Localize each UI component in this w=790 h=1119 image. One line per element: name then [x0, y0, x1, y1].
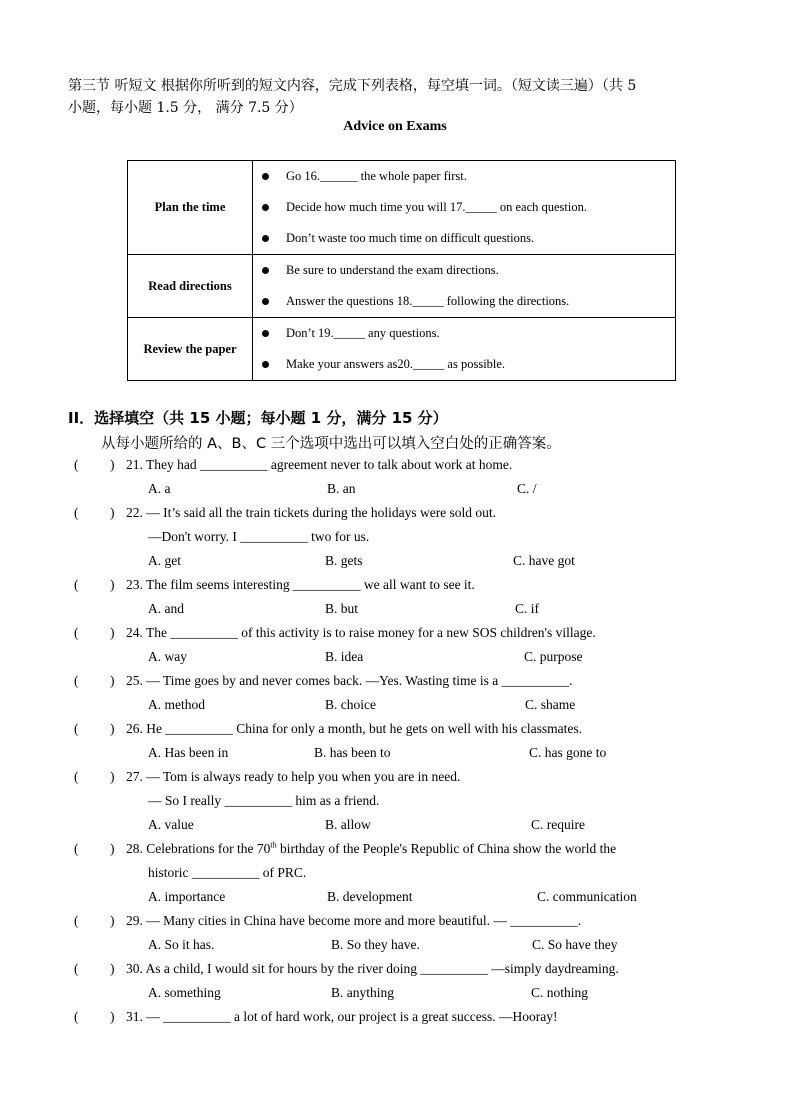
option-b: B. has been to	[314, 745, 391, 760]
question-line2-text: historic __________ of PRC.	[148, 865, 307, 880]
answer-paren-right: )	[110, 841, 115, 856]
items-cell	[253, 318, 676, 381]
question-31	[0, 1009, 790, 1033]
answer-paren-right: )	[110, 769, 115, 784]
answer-paren-right: )	[110, 961, 115, 976]
answer-paren-right: )	[110, 913, 115, 928]
list-item	[253, 223, 675, 254]
question-stem: 23. The film seems interesting __________ we all want to see it.	[126, 577, 475, 592]
answer-paren-right: )	[110, 505, 115, 520]
option-c: C. nothing	[531, 985, 589, 1000]
item-text: Don’t waste too much time on difficult questions.	[286, 231, 535, 245]
answer-paren-left: (	[74, 577, 79, 592]
item-text: Make your answers as20._____ as possible.	[286, 357, 506, 371]
part2-instruction: 从每小题所给的 A、B、C 三个选项中选出可以填入空白处的正确答案。	[101, 436, 561, 452]
option-b: B. So they have.	[331, 937, 420, 952]
answer-paren-left: (	[74, 841, 79, 856]
option-b: B. but	[325, 601, 359, 616]
question-stem: 25. — Time goes by and never comes back. —Yes. Wasting time is a __________.	[126, 673, 573, 688]
option-c: C. purpose	[524, 649, 583, 664]
option-c: C. require	[531, 817, 585, 832]
question-21	[0, 457, 790, 481]
question-24	[0, 625, 790, 649]
option-c: C. have got	[513, 553, 575, 568]
option-b: B. gets	[325, 553, 363, 568]
question-stem: 27. — Tom is always ready to help you when you are in need.	[126, 769, 461, 784]
answer-paren-right: )	[110, 625, 115, 640]
table-row	[128, 318, 676, 381]
question-23	[0, 577, 790, 601]
question-stem: 31. — __________ a lot of hard work, our project is a great success. —Hooray!	[126, 1009, 558, 1024]
answer-paren-left: (	[74, 1009, 79, 1024]
category-read: Read directions	[128, 255, 253, 318]
items-cell	[253, 255, 676, 318]
question-line2	[0, 793, 790, 817]
question-stem: 29. — Many cities in China have become more and more beautiful. — __________.	[126, 913, 582, 928]
question-line2-text: —Don't worry. I __________ two for us.	[148, 529, 370, 544]
list-item	[253, 286, 675, 317]
answer-paren-left: (	[74, 505, 79, 520]
option-c: C. if	[515, 601, 540, 616]
question-28	[0, 841, 790, 865]
answer-paren-right: )	[110, 673, 115, 688]
question-line2	[0, 865, 790, 889]
answer-paren-right: )	[110, 457, 115, 472]
answer-paren-left: (	[74, 769, 79, 784]
option-b: B. idea	[325, 649, 364, 664]
answer-paren-left: (	[74, 673, 79, 688]
item-text: Don’t 19._____ any questions.	[286, 326, 440, 340]
option-a: A. a	[148, 481, 171, 496]
option-a: A. method	[148, 697, 205, 712]
advice-table	[127, 160, 676, 381]
question-line2	[0, 529, 790, 553]
question-26	[0, 721, 790, 745]
bullet-icon	[262, 330, 269, 337]
option-b: B. development	[327, 889, 413, 904]
item-text: Go 16.______ the whole paper first.	[286, 169, 467, 183]
question-27	[0, 769, 790, 793]
list-item	[253, 318, 675, 349]
option-a: A. importance	[148, 889, 226, 904]
answer-paren-left: (	[74, 457, 79, 472]
item-text: Decide how much time you will 17._____ on each question.	[286, 200, 587, 214]
item-text: Be sure to understand the exam directions.	[286, 263, 499, 277]
advice-title: Advice on Exams	[343, 119, 447, 134]
option-a: A. way	[148, 649, 187, 664]
option-b: B. anything	[331, 985, 394, 1000]
question-stem: 30. As a child, I would sit for hours by the river doing __________ —simply daydreaming.	[126, 961, 619, 976]
question-stem-pre: 28. Celebrations for the 70	[126, 841, 271, 856]
question-22	[0, 505, 790, 529]
option-c: C. shame	[525, 697, 576, 712]
list-item	[253, 192, 675, 223]
answer-paren-left: (	[74, 721, 79, 736]
question-stem: 21. They had __________ agreement never to talk about work at home.	[126, 457, 513, 472]
bullet-icon	[262, 361, 269, 368]
list-item	[253, 349, 675, 380]
option-a: A. and	[148, 601, 184, 616]
question-stem	[126, 841, 616, 857]
question-line2-text: — So I really __________ him as a friend.	[148, 793, 380, 808]
option-a: A. something	[148, 985, 221, 1000]
option-a: A. So it has.	[148, 937, 215, 952]
option-c: C. /	[517, 481, 537, 496]
option-c: C. communication	[537, 889, 637, 904]
question-25	[0, 673, 790, 697]
items-cell	[253, 161, 676, 255]
option-c: C. So have they	[532, 937, 618, 952]
section3-line2: 小题，每小题 1.5 分， 满分 7.5 分）	[68, 100, 303, 116]
question-stem-post: birthday of the People's Republic of China show the world the	[276, 841, 617, 856]
option-a: A. value	[148, 817, 194, 832]
answer-paren-right: )	[110, 721, 115, 736]
part2-heading: II．选择填空（共 15 小题；每小题 1 分，满分 15 分）	[68, 409, 448, 427]
option-a: A. Has been in	[148, 745, 229, 760]
answer-paren-left: (	[74, 961, 79, 976]
option-c: C. has gone to	[529, 745, 607, 760]
category-plan: Plan the time	[128, 161, 253, 255]
bullet-icon	[262, 173, 269, 180]
question-30	[0, 961, 790, 985]
section3-instruction	[68, 75, 728, 119]
list-item	[253, 255, 675, 286]
table-row	[128, 255, 676, 318]
item-text: Answer the questions 18._____ following the directions.	[286, 294, 570, 308]
answer-paren-left: (	[74, 625, 79, 640]
category-review: Review the paper	[128, 318, 253, 381]
table-row	[128, 161, 676, 255]
bullet-icon	[262, 267, 269, 274]
option-b: B. choice	[325, 697, 376, 712]
option-b: B. allow	[325, 817, 371, 832]
bullet-icon	[262, 204, 269, 211]
question-stem: 22. — It’s said all the train tickets during the holidays were sold out.	[126, 505, 497, 520]
section3-line1: 第三节 听短文 根据你所听到的短文内容，完成下列表格，每空填一词。（短文读三遍）（共 5	[68, 78, 637, 94]
question-29	[0, 913, 790, 937]
answer-paren-right: )	[110, 577, 115, 592]
question-stem: 26. He __________ China for only a month, but he gets on well with his classmates.	[126, 721, 582, 736]
bullet-icon	[262, 235, 269, 242]
bullet-icon	[262, 298, 269, 305]
answer-paren-left: (	[74, 913, 79, 928]
option-b: B. an	[327, 481, 356, 496]
option-a: A. get	[148, 553, 181, 568]
list-item	[253, 161, 675, 192]
answer-paren-right: )	[110, 1009, 115, 1024]
ordinal-suffix: th	[270, 840, 277, 850]
question-stem: 24. The __________ of this activity is to raise money for a new SOS children's village.	[126, 625, 596, 640]
